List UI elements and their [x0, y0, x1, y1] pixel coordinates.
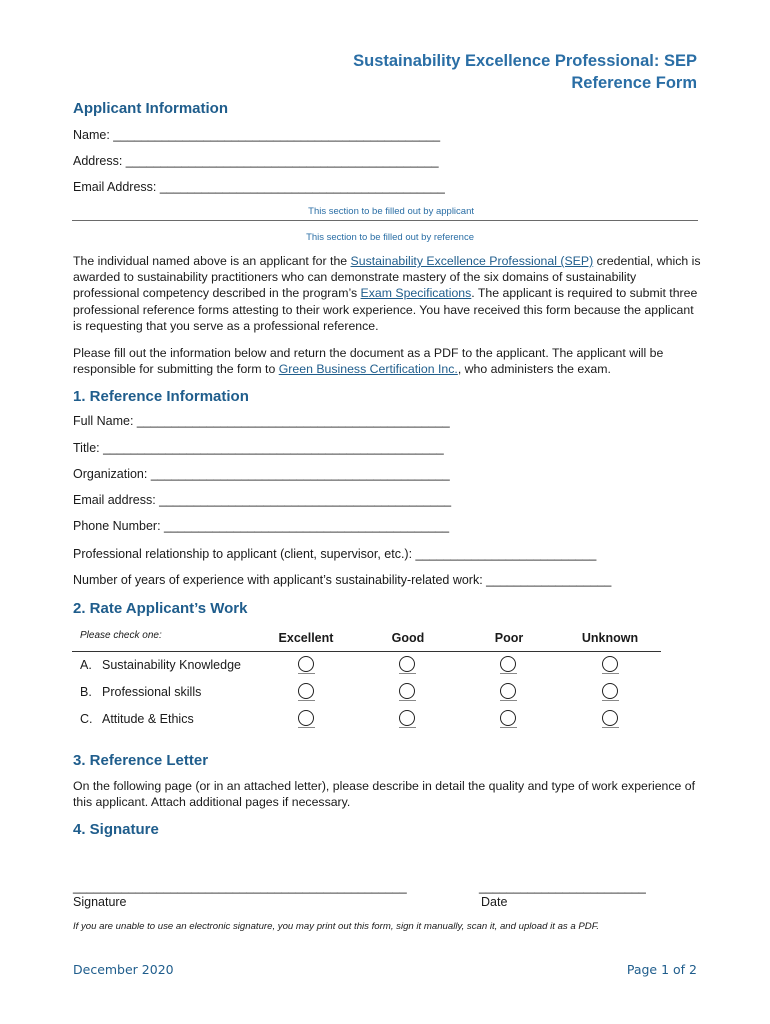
- date-label: Date: [481, 895, 508, 909]
- ethics-unknown-radio[interactable]: [602, 710, 618, 726]
- applicant-address-field[interactable]: Address: _____________________________________________: [73, 154, 439, 168]
- title-line-1: Sustainability Excellence Professional: SEP: [353, 52, 697, 70]
- knowledge-good-radio[interactable]: [399, 656, 415, 672]
- relationship-field[interactable]: Professional relationship to applicant (client, supervisor, etc.): __________________________: [73, 547, 597, 561]
- knowledge-excellent-radio[interactable]: [298, 656, 314, 672]
- instructions-text-a: Please fill out the information below and return the document as a PDF to the applicant. The applicant will be responsible for submitting the form to: [73, 346, 664, 377]
- signature-note: If you are unable to use an electronic signature, you may print out this form, sign it manually, scan it, and upload it as a PDF.: [73, 921, 599, 932]
- sep-credential-link[interactable]: Sustainability Excellence Professional (SEP): [350, 254, 594, 268]
- instructions-paragraph: [73, 345, 701, 377]
- applicant-section-note: This section to be filled out by applicant: [308, 206, 474, 217]
- skills-poor-radio[interactable]: [500, 683, 516, 699]
- row-label: Attitude & Ethics: [102, 712, 194, 726]
- signature-line[interactable]: ________________________________________________: [73, 880, 407, 894]
- rating-row-skills: [80, 685, 201, 699]
- applicant-heading: Applicant Information: [73, 100, 228, 117]
- applicant-name-field[interactable]: Name: _______________________________________________: [73, 128, 441, 142]
- title-line-2: Reference Form: [571, 74, 697, 92]
- row-letter: C.: [80, 712, 93, 726]
- rating-heading: 2. Rate Applicant’s Work: [73, 600, 248, 617]
- col-unknown: Unknown: [581, 631, 639, 645]
- skills-excellent-radio[interactable]: [298, 683, 314, 699]
- applicant-email-field[interactable]: Email Address: _________________________________________: [73, 180, 445, 194]
- row-letter: B.: [80, 685, 92, 699]
- instructions-text-b: , who administers the exam.: [457, 362, 611, 377]
- row-letter: A.: [80, 658, 92, 672]
- intro-text-a: The individual named above is an applicant for the: [73, 254, 351, 268]
- intro-paragraph: [73, 253, 701, 334]
- reference-organization-field[interactable]: Organization: ___________________________________________: [73, 467, 450, 481]
- signature-label: Signature: [73, 895, 127, 909]
- years-experience-field[interactable]: Number of years of experience with applicant’s sustainability-related work: __________________: [73, 573, 612, 587]
- footer-page-number: Page 1 of 2: [626, 962, 697, 977]
- reference-letter-heading: 3. Reference Letter: [73, 752, 209, 769]
- row-label: Professional skills: [102, 685, 202, 699]
- col-excellent: Excellent: [278, 631, 334, 645]
- rating-row-ethics: [80, 712, 194, 726]
- ethics-good-radio[interactable]: [399, 710, 415, 726]
- reference-info-heading: 1. Reference Information: [73, 388, 249, 405]
- ethics-excellent-radio[interactable]: [298, 710, 314, 726]
- footer-date: December 2020: [73, 962, 174, 977]
- intro-text-c: . The applicant is required to submit three professional reference forms attesting to their work experience. You have received this form because the applicant is requesting that you serve as a professional reference.: [73, 286, 698, 333]
- reference-email-field[interactable]: Email address: __________________________________________: [73, 493, 452, 507]
- reference-section-note: This section to be filled out by reference: [306, 232, 474, 243]
- exam-specifications-link[interactable]: Exam Specifications: [360, 286, 472, 301]
- gbci-link[interactable]: Green Business Certification Inc.: [278, 362, 458, 377]
- page-title: [353, 50, 697, 94]
- section-divider: [72, 220, 698, 221]
- rating-table-rule: [72, 651, 661, 652]
- col-poor: Poor: [494, 631, 524, 645]
- row-label: Sustainability Knowledge: [102, 658, 241, 672]
- rating-instruction: Please check one:: [80, 630, 162, 641]
- ethics-poor-radio[interactable]: [500, 710, 516, 726]
- intro-text-b: credential, which is awarded to sustainability practitioners who can demonstrate mastery of the six domains of sustainability professional competency described in the program’s: [73, 254, 701, 301]
- knowledge-poor-radio[interactable]: [500, 656, 516, 672]
- rating-row-knowledge: [80, 658, 241, 672]
- skills-unknown-radio[interactable]: [602, 683, 618, 699]
- reference-full-name-field[interactable]: Full Name: _____________________________________________: [73, 414, 450, 428]
- date-line[interactable]: ________________________: [479, 880, 646, 894]
- reference-title-field[interactable]: Title: _________________________________________________: [73, 441, 444, 455]
- knowledge-unknown-radio[interactable]: [602, 656, 618, 672]
- col-good: Good: [391, 631, 425, 645]
- reference-letter-text: On the following page (or in an attached letter), please describe in detail the quality and type of work experience of this applicant. Attach additional pages if necessary.: [73, 779, 696, 810]
- skills-good-radio[interactable]: [399, 683, 415, 699]
- reference-phone-field[interactable]: Phone Number: _________________________________________: [73, 519, 450, 533]
- signature-heading: 4. Signature: [73, 821, 159, 838]
